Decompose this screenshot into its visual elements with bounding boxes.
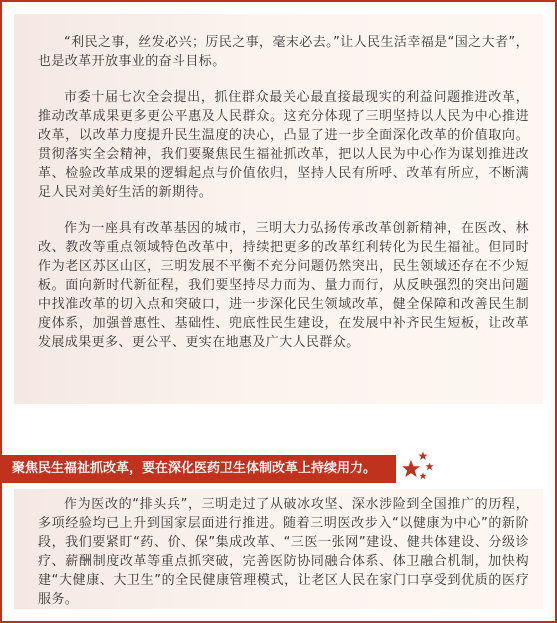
paragraph-2: 市委十届七次全会提出，抓住群众最关心最直接最现实的利益问题推进改革，推动改革成果更多更公平惠及人民群众。这充分体现了三明坚持以人民为中心推进改革，以改革力度提升民生温度的决心，凸显了进一步全面深化改革的价值取向。贯彻落实全会精神，我们要聚焦民生福祉抓改革，把以人民为中心作为谋划推进改革、检验改革成果的逻辑起点与价值依归，坚持人民有所呼、改革有所应，不断满足人民对美好生活的新期待。 xyxy=(38,90,529,200)
star-icon xyxy=(401,459,421,479)
star-icon xyxy=(425,462,434,471)
section-paragraph: 作为医改的“排头兵”，三明走过了从破冰攻坚、深水涉险到全国推广的历程，多项经验均已上升到国家层面进行推进。随着三明医改步入“以健康为中心”的新阶段，我们要紧盯“药、价、保”集成改革、“三医一张网”建设、健共体建设、分级诊疗、薪酬制度改革等重点抓突破，完善医防协同融合体系、体卫融合机制，加快构建“大健康、大卫生”的全民健康管理模式，让老区人民在家门口享受到优质的医疗服务。 xyxy=(38,497,529,607)
intro-card xyxy=(14,14,543,404)
star-icon xyxy=(418,451,428,461)
section-card xyxy=(14,489,543,609)
star-icon xyxy=(419,472,427,480)
paragraph-1: “利民之事，丝发必兴；厉民之事，毫末必去。”让人民生活幸福是“国之大者”，也是改革开放事业的奋斗目标。 xyxy=(38,35,529,69)
section-heading: 聚焦民生福祉抓改革，要在深化医药卫生体制改革上持续用力。 xyxy=(12,461,377,476)
paragraph-3: 作为一座具有改革基因的城市，三明大力弘扬传承改革创新精神，在医改、林改、教改等重点领域特色改革中，持续把更多的改革红利转化为民生福祉。但同时作为老区苏区山区，三明发展不平衡不充分问题仍然突出，民生领域还存在不少短板。面向新时代新征程，我们要坚持尽力而为、量力而行，从反映强烈的突出问题中找准改革的切入点和突破口，进一步深化民生领域改革，健全保障和改善民生制度体系，加强普惠性、基础性、兜底性民生建设，在发展中补齐民生短板，让改革发展成果更多、更公平、更实在地惠及广大人民群众。 xyxy=(38,221,529,350)
section-banner xyxy=(0,455,396,483)
